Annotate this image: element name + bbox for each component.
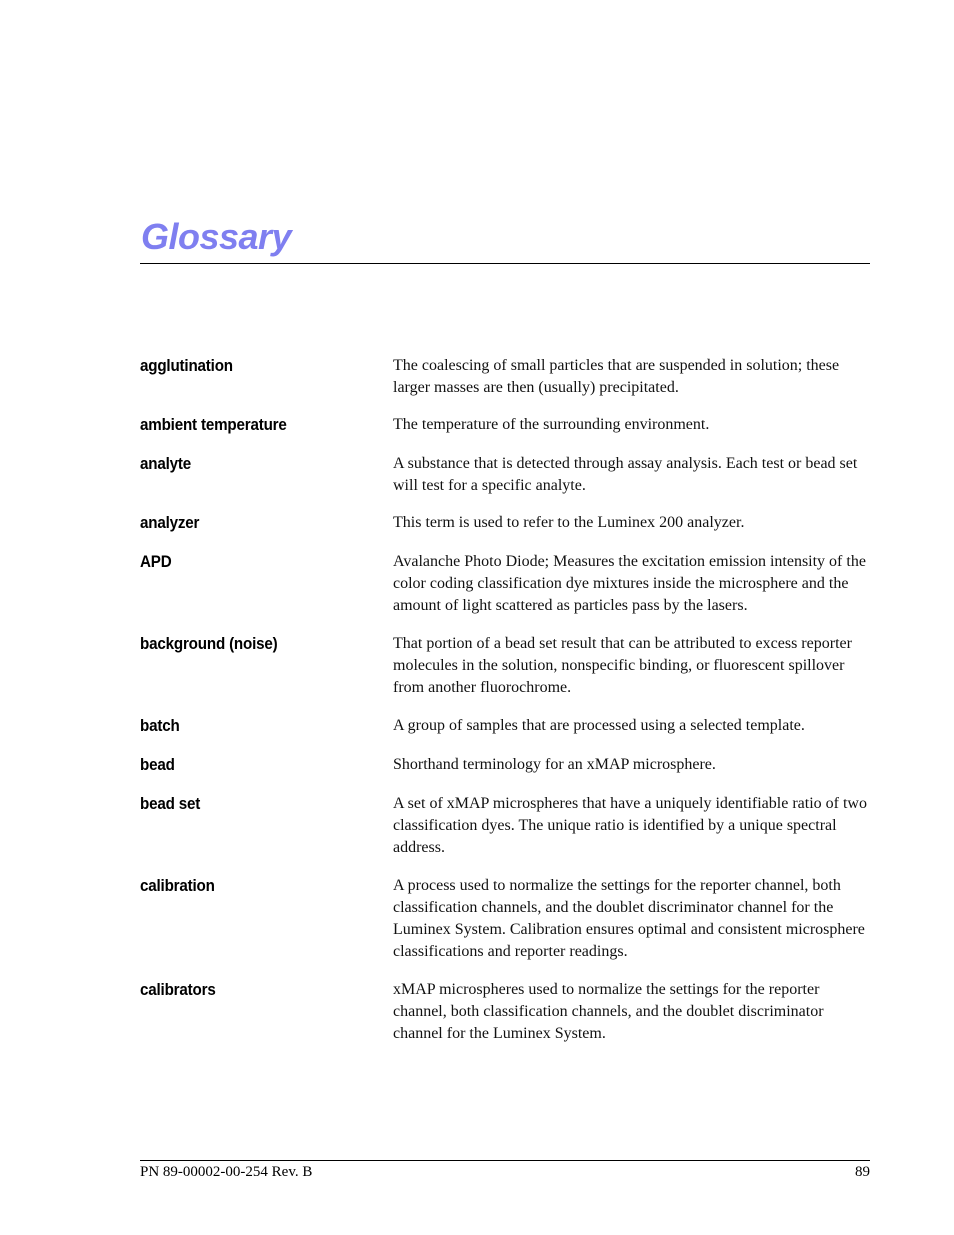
glossary-entry-analyzer	[140, 512, 870, 534]
glossary-term: analyte	[140, 455, 192, 473]
footer-divider	[140, 1160, 870, 1161]
glossary-term: background (noise)	[140, 635, 278, 653]
glossary-definition: A set of xMAP microspheres that have a uniquely identifiable ratio of two classification dyes. The unique ratio is identified by a unique spectral address.	[393, 795, 867, 856]
glossary-entry-bead	[140, 754, 870, 776]
glossary-entry-calibrators	[140, 979, 870, 1045]
glossary-definition: The temperature of the surrounding environment.	[393, 416, 710, 433]
glossary-entry-agglutination	[140, 355, 870, 399]
glossary-definition: A substance that is detected through assay analysis. Each test or bead set will test for a specific analyte.	[393, 455, 858, 494]
glossary-term: APD	[140, 553, 172, 571]
glossary-term: bead set	[140, 795, 201, 813]
glossary-definition: xMAP microspheres used to normalize the settings for the reporter channel, both classification channels, and the doublet discriminator channel for the Luminex System.	[393, 981, 824, 1042]
glossary-entry-calibration	[140, 875, 870, 963]
glossary-term: bead	[140, 756, 175, 774]
glossary-definition: Shorthand terminology for an xMAP microsphere.	[393, 756, 716, 773]
footer-page-number: 89	[855, 1164, 870, 1180]
page-title: Glossary	[141, 216, 292, 257]
glossary-term: analyzer	[140, 514, 200, 532]
glossary-entry-analyte	[140, 453, 870, 497]
glossary-entry-bead-set	[140, 793, 870, 859]
glossary-term: ambient temperature	[140, 416, 287, 434]
glossary-entry-batch	[140, 715, 870, 737]
glossary-entry-ambient-temperature	[140, 414, 870, 436]
title-divider	[140, 263, 870, 264]
glossary-definition: That portion of a bead set result that can be attributed to excess reporter molecules in the solution, nonspecific binding, or fluorescent spillover from another fluorochrome.	[393, 635, 852, 696]
glossary-term: agglutination	[140, 357, 233, 375]
glossary-term: calibrators	[140, 981, 216, 999]
glossary-term: batch	[140, 717, 180, 735]
glossary-definition: Avalanche Photo Diode; Measures the excitation emission intensity of the color coding classification dye mixtures inside the microsphere and the amount of light scattered as particles pass by the lasers.	[393, 553, 866, 614]
glossary-list	[140, 355, 870, 1045]
glossary-entry-apd	[140, 551, 870, 617]
glossary-definition: A process used to normalize the settings for the reporter channel, both classification channels, and the doublet discriminator channel for the Luminex System. Calibration ensures optimal and consistent microsphere classifications and reporter readings.	[393, 877, 865, 960]
glossary-definition: A group of samples that are processed using a selected template.	[393, 717, 805, 734]
glossary-term: calibration	[140, 877, 215, 895]
glossary-definition: This term is used to refer to the Luminex 200 analyzer.	[393, 514, 745, 531]
footer-part-number: PN 89-00002-00-254 Rev. B	[140, 1164, 313, 1180]
glossary-entry-background-noise	[140, 633, 870, 699]
glossary-definition: The coalescing of small particles that are suspended in solution; these larger masses are then (usually) precipitated.	[393, 357, 840, 396]
